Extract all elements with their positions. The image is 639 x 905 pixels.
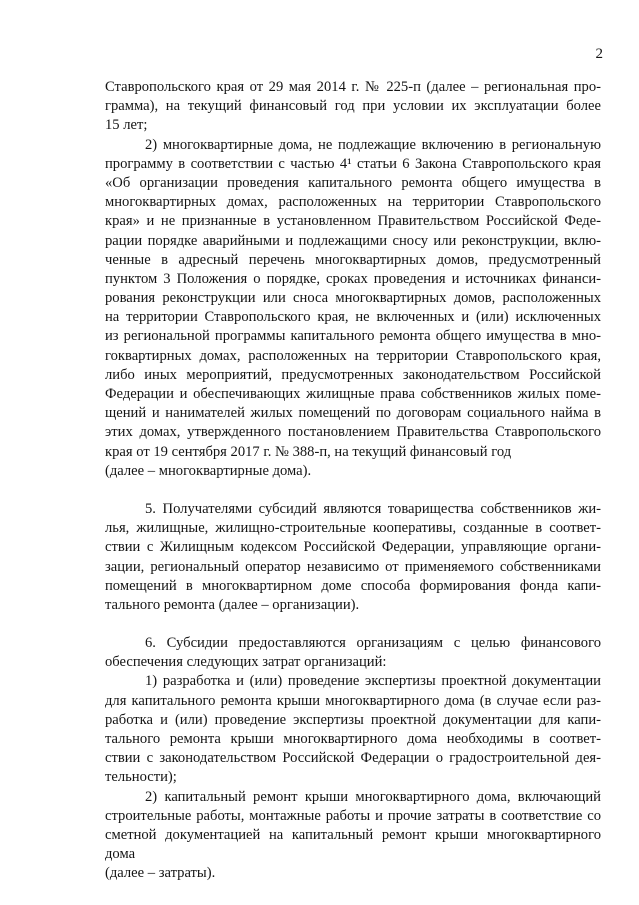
text-line: рования реконструкции или сноса многоквартирных домов, расположенных [105,290,601,307]
text-line: тального ремонта (далее – организации). [105,596,360,613]
text-line: 15 лет; [105,117,148,134]
text-line: (далее – затраты). [105,865,216,882]
paragraph-6-subsidy-purpose [105,634,601,672]
text-line: «Об организации проведения капитального ремонта общего имущества в [105,174,601,191]
text-line: ствии с Жилищным кодексом Российской Федерации, управляющие органи- [105,539,601,556]
text-line: (далее – многоквартирные дома). [105,462,312,479]
text-line: щений и нанимателей жилых помещений по договорам социального найма в [105,405,601,422]
text-line: дома [105,846,136,863]
paragraph-6-item-1 [105,672,601,787]
text-line: строительные работы, монтажные работы и прочие затраты в соответствие со [105,807,601,824]
text-line: зации, региональный оператор независимо от применяемого собственниками [105,558,601,575]
text-line: грамма), на текущий финансовый год при условии их эксплуатации более [105,98,601,115]
text-line: обеспечения следующих затрат организаций: [105,654,387,671]
text-line: на территории Ставропольского края, не включенных и (или) исключенных [105,309,601,326]
paragraph-6-item-2 [105,788,601,884]
text-line: 2) многоквартирные дома, не подлежащие включению в региональную [145,136,601,153]
text-line: либо иных мероприятий, предусмотренных законодательством Российской [105,366,601,383]
text-line: 5. Получателями субсидий являются товарищества собственников жи- [145,500,601,517]
text-line: ствии с законодательством Российской Федерации о градостроительной дея- [105,750,601,767]
text-line: ченные в адресный перечень многоквартирных домов, предусмотренный [105,251,601,268]
text-line: сметной документацией на капитальный ремонт крыши многоквартирного [105,826,601,843]
text-line: 6. Субсидии предоставляются организациям с целью финансового [145,635,601,652]
text-line: края» и не признанные в установленном Правительством Российской Феде- [105,213,601,230]
text-line: работка и (или) проведение экспертизы проектной документации для капи- [105,711,601,728]
text-line: гоквартирных домах, расположенных на территории Ставропольского края, [105,347,601,364]
text-line: 2) капитальный ремонт крыши многоквартирного дома, включающий [145,788,601,805]
text-line: рации порядке аварийными и подлежащими сносу или реконструкции, вклю- [105,232,601,249]
text-line: помещений в многоквартирном доме способа формирования фонда капи- [105,577,601,594]
text-line: для капитального ремонта крыши многоквартирного дома (в случае если раз- [105,692,601,709]
text-line: многоквартирных домах, расположенных на территории Ставропольского [105,194,601,211]
text-line: этих домах, утвержденного постановлением Правительства Ставропольского [105,424,601,441]
text-line: пунктом 3 Положения о порядке, сроках проведения и источниках финанси- [105,270,601,287]
page-number: 2 [595,46,603,62]
paragraph-5-subsidy-recipients [105,500,601,615]
text-line: тального ремонта крыши многоквартирного дома необходимы в соответ- [105,731,601,747]
paragraph-item-2-apartment-buildings [105,136,601,481]
text-line: из региональной программы капитального ремонта общего имущества в мно- [105,328,601,345]
paragraph-regional-program [105,78,601,136]
text-line: края от 19 сентября 2017 г. № 388-п, на текущий финансовый год [105,443,512,460]
text-line: программу в соответствии с частью 4¹ статьи 6 Закона Ставропольского края [105,155,601,172]
text-line: лья, жилищные, жилищно-строительные кооперативы, созданные в соответ- [105,520,601,537]
text-line: Ставропольского края от 29 мая 2014 г. № 225-п (далее – региональная про- [105,79,601,95]
text-line: Федерации и обеспечивающих жилищные права собственников жилых поме- [105,386,601,402]
text-line: 1) разработка и (или) проведение экспертизы проектной документации [145,673,601,690]
text-line: тельности); [105,769,177,786]
document-body [105,78,601,884]
